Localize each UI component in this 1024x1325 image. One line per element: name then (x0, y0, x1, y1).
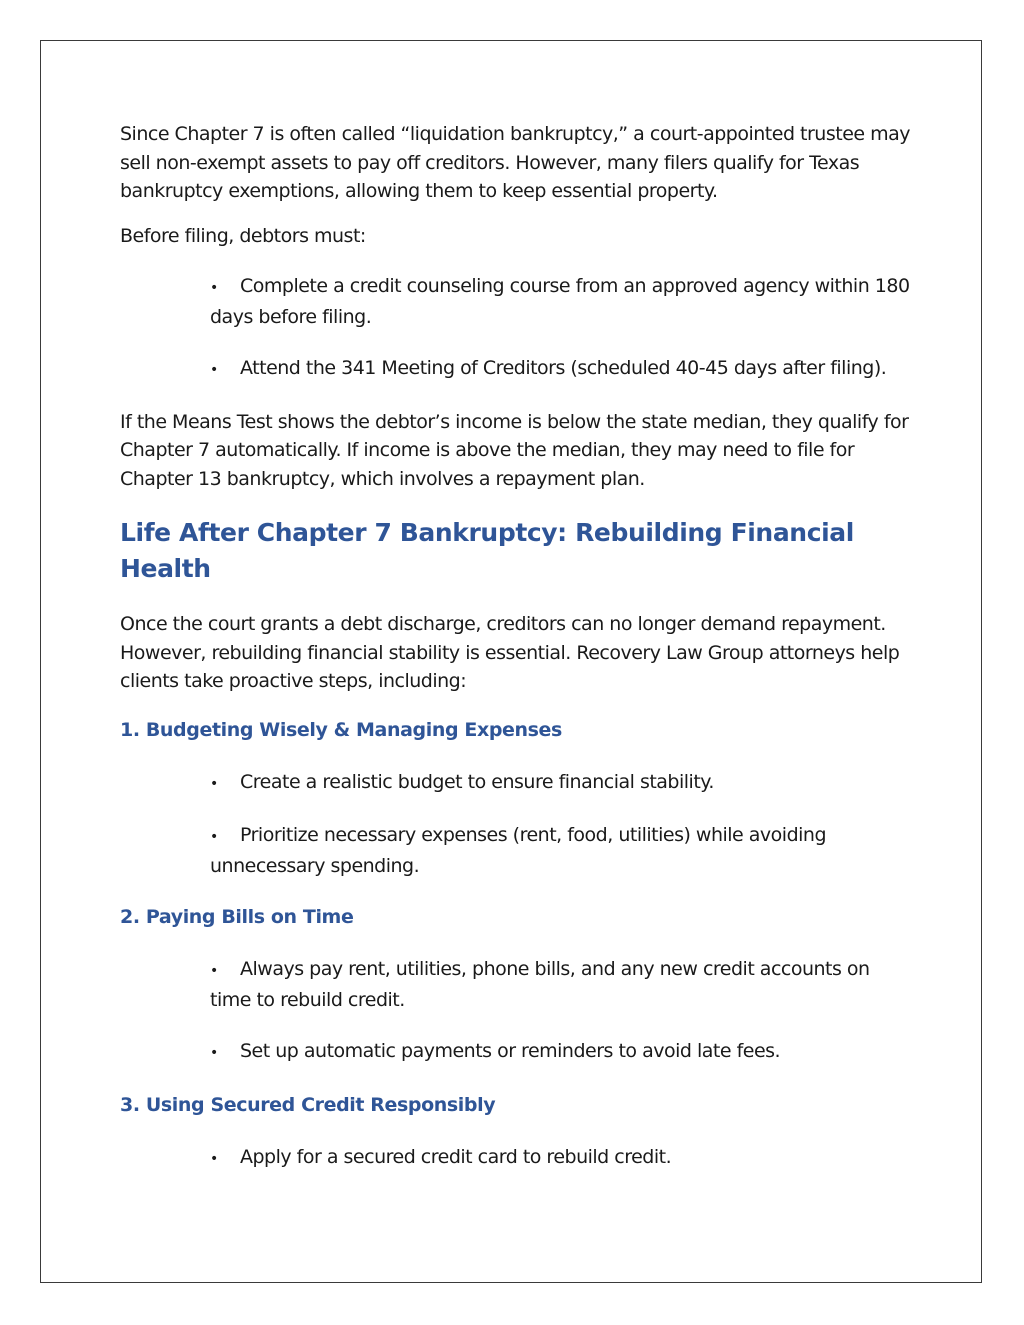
list-item-text: Complete a credit counseling course from an approved agency within 180 days before filing. (210, 275, 910, 328)
life-after-paragraph: Once the court grants a debt discharge, creditors can no longer demand repayment. However, rebuilding financial stability is essential. Recovery Law Group attorneys help clients take proactive steps, including: (120, 613, 900, 692)
list-item (210, 272, 910, 331)
bullet-icon: • (210, 829, 218, 845)
paying-bills-list (120, 955, 910, 1068)
list-item (210, 1037, 910, 1068)
list-item (210, 821, 910, 880)
means-test-paragraph: If the Means Test shows the debtor’s income is below the state median, they qualify for Chapter 7 automatically. If income is above the median, they may need to file for Chapter 13 bankruptcy, which involves a repayment plan. (120, 410, 909, 490)
list-item-text: Create a realistic budget to ensure financial stability. (240, 770, 714, 793)
intro-paragraph: Since Chapter 7 is often called “liquidation bankruptcy,” a court-appointed trustee may sell non-exempt assets to pay off creditors. However, many filers qualify for Texas bankruptcy exemptions, allowing them to keep essential property. (120, 123, 911, 202)
subheading-budgeting: 1. Budgeting Wisely & Managing Expenses (120, 718, 562, 741)
list-item-text: Set up automatic payments or reminders to avoid late fees. (240, 1040, 781, 1062)
bullet-icon: • (210, 1045, 218, 1061)
list-item (210, 955, 910, 1014)
bullet-icon: • (210, 362, 218, 378)
requirements-list (120, 272, 910, 385)
subheading-secured-credit: 3. Using Secured Credit Responsibly (120, 1093, 496, 1116)
list-item (210, 768, 910, 799)
before-filing-text: Before filing, debtors must: (120, 224, 366, 247)
list-item-text: Prioritize necessary expenses (rent, food, utilities) while avoiding unnecessary spending. (210, 824, 827, 877)
secured-credit-list (120, 1143, 910, 1174)
bullet-icon: • (210, 1150, 218, 1167)
list-item (210, 1143, 910, 1174)
list-item (210, 354, 910, 385)
list-item-text: Always pay rent, utilities, phone bills, and any new credit accounts on time to rebuild credit. (210, 958, 870, 1011)
bullet-icon: • (210, 963, 218, 979)
bullet-icon: • (210, 775, 218, 792)
list-item-text: Attend the 341 Meeting of Creditors (scheduled 40-45 days after filing). (240, 357, 887, 379)
document-content (120, 120, 910, 1196)
section-heading: Life After Chapter 7 Bankruptcy: Rebuilding Financial Health (120, 518, 854, 583)
bullet-icon: • (210, 280, 218, 296)
list-item-text: Apply for a secured credit card to rebuild credit. (240, 1145, 672, 1168)
subheading-paying-bills: 2. Paying Bills on Time (120, 906, 354, 928)
budgeting-list (120, 768, 910, 881)
